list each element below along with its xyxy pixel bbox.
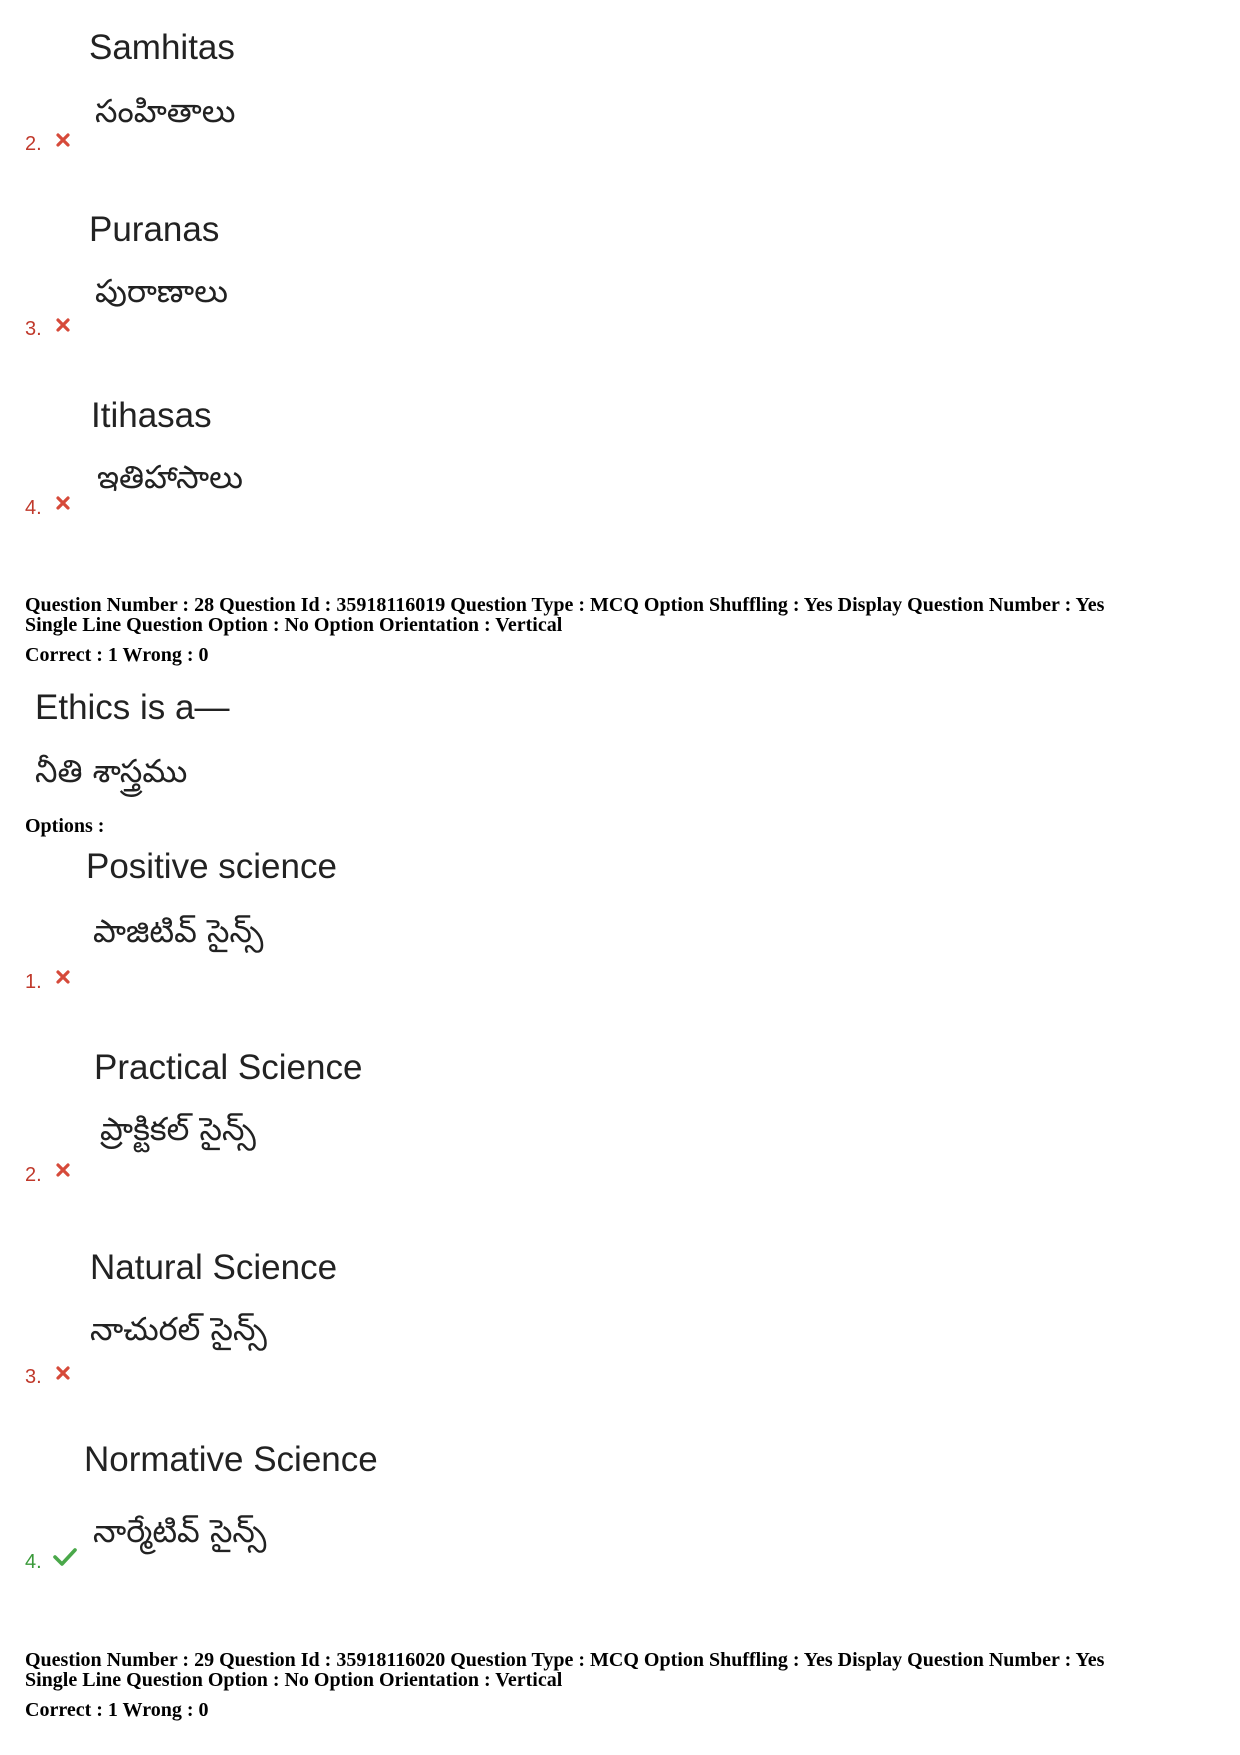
cross-icon bbox=[56, 133, 70, 147]
option-text-en: Puranas bbox=[89, 210, 220, 249]
question-score-line: Correct : 1 Wrong : 0 bbox=[25, 1699, 209, 1721]
option-text-en: Samhitas bbox=[89, 28, 235, 67]
option-text-te: సంహితాలు bbox=[95, 92, 236, 130]
option-text-te: ఇతిహాసాలు bbox=[97, 458, 243, 496]
question-score-line: Correct : 1 Wrong : 0 bbox=[25, 644, 209, 666]
option-number: 2. bbox=[25, 133, 42, 155]
option-text-en: Natural Science bbox=[90, 1248, 338, 1287]
cross-icon bbox=[56, 496, 70, 510]
options-label: Options : bbox=[25, 815, 105, 837]
option-text-en: Positive science bbox=[86, 847, 337, 886]
option-number: 4. bbox=[25, 1551, 42, 1573]
option-text-te: నాచురల్ సైన్స్ bbox=[90, 1310, 267, 1348]
option-text-te: నార్మేటివ్ సైన్స్ bbox=[93, 1512, 267, 1550]
question-text-en: Ethics is a— bbox=[35, 688, 230, 727]
question-text-te: నీతి శాస్త్రము bbox=[35, 752, 188, 790]
option-text-te: పాజిటివ్ సైన్స్ bbox=[93, 912, 264, 950]
question-meta-line-2: Single Line Question Option : No Option Orientation : Vertical bbox=[25, 614, 563, 636]
cross-icon bbox=[56, 1163, 70, 1177]
option-number: 2. bbox=[25, 1164, 42, 1186]
question-meta-line-2: Single Line Question Option : No Option Orientation : Vertical bbox=[25, 1669, 563, 1691]
option-text-en: Itihasas bbox=[91, 396, 212, 435]
checkmark-icon bbox=[53, 1547, 77, 1567]
option-number: 4. bbox=[25, 497, 42, 519]
cross-icon bbox=[56, 1366, 70, 1380]
option-text-en: Normative Science bbox=[84, 1440, 378, 1479]
option-text-te: ప్రాక్టికల్ సైన్స్ bbox=[100, 1110, 256, 1148]
option-text-en: Practical Science bbox=[94, 1048, 363, 1087]
cross-icon bbox=[56, 970, 70, 984]
option-number: 3. bbox=[25, 318, 42, 340]
option-number: 3. bbox=[25, 1366, 42, 1388]
option-text-te: పురాణాలు bbox=[95, 272, 228, 310]
cross-icon bbox=[56, 318, 70, 332]
option-number: 1. bbox=[25, 971, 42, 993]
question-meta-line-1: Question Number : 29 Question Id : 35918116020 Question Type : MCQ Option Shuffling : Yes Display Question Number : Yes bbox=[25, 1649, 1105, 1671]
question-meta-line-1: Question Number : 28 Question Id : 35918116019 Question Type : MCQ Option Shuffling : Yes Display Question Number : Yes bbox=[25, 594, 1105, 616]
